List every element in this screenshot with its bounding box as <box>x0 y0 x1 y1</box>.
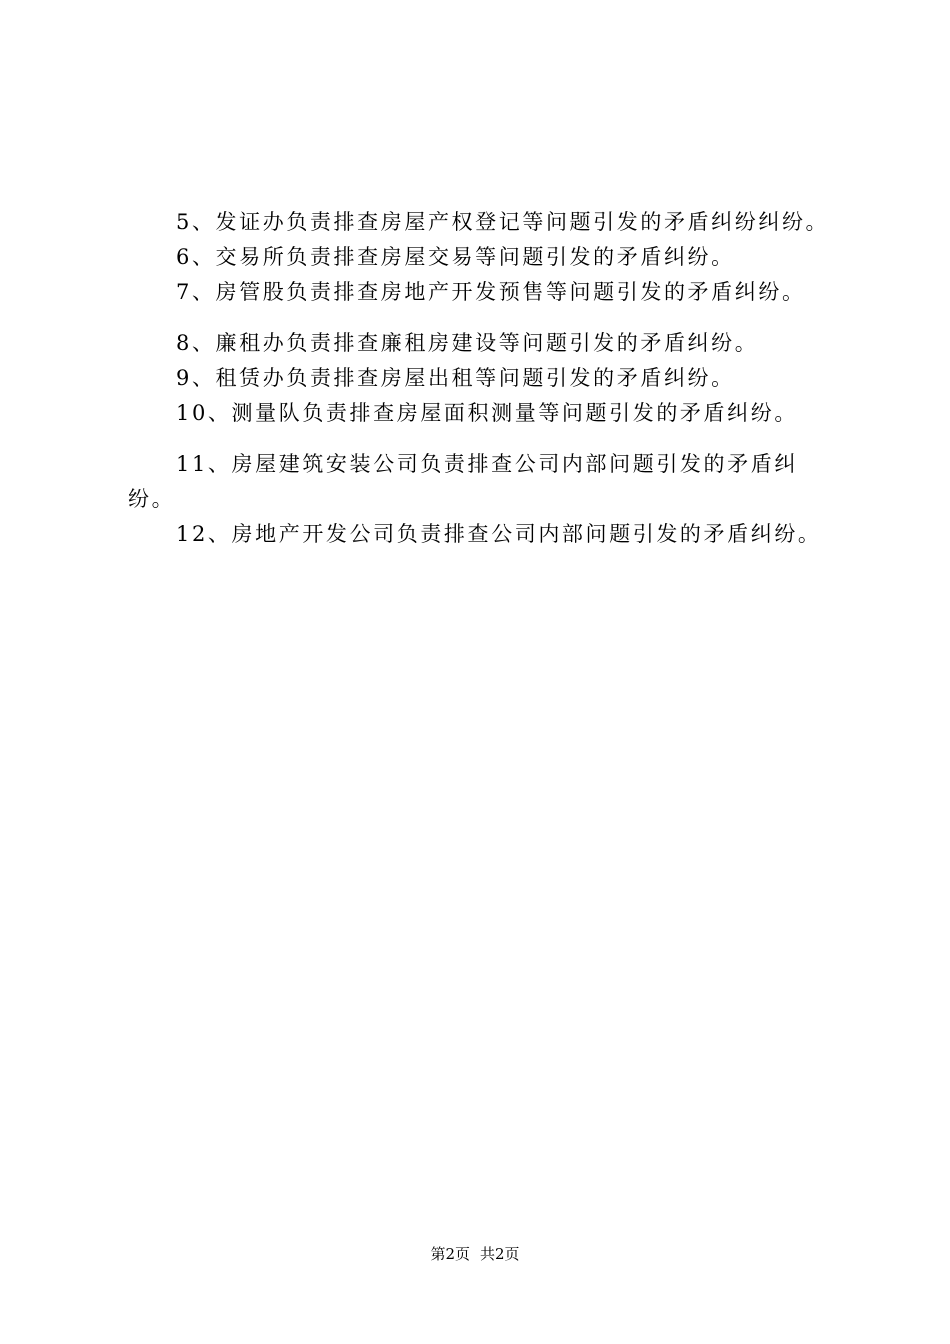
page-footer <box>0 1244 950 1264</box>
paragraph-6: 6、交易所负责排查房屋交易等问题引发的矛盾纠纷。 <box>176 245 735 269</box>
paragraph-11: 11、房屋建筑安装公司负责排查公司内部问题引发的矛盾纠纷。 <box>128 452 798 511</box>
paragraph-8: 8、廉租办负责排查廉租房建设等问题引发的矛盾纠纷。 <box>176 331 759 355</box>
paragraph-9: 9、租赁办负责排查房屋出租等问题引发的矛盾纠纷。 <box>176 366 735 390</box>
paragraph-7: 7、房管股负责排查房地产开发预售等问题引发的矛盾纠纷。 <box>176 280 806 304</box>
paragraph-12: 12、房地产开发公司负责排查公司内部问题引发的矛盾纠纷。 <box>176 522 822 546</box>
paragraph-5: 5、发证办负责排查房屋产权登记等问题引发的矛盾纠纷纠纷。 <box>176 210 830 234</box>
page-number-total: 共2页 <box>480 1245 520 1263</box>
paragraph-10: 10、测量队负责排查房屋面积测量等问题引发的矛盾纠纷。 <box>176 401 798 425</box>
page-number-current: 第2页 <box>430 1245 470 1263</box>
document-body <box>128 205 843 552</box>
